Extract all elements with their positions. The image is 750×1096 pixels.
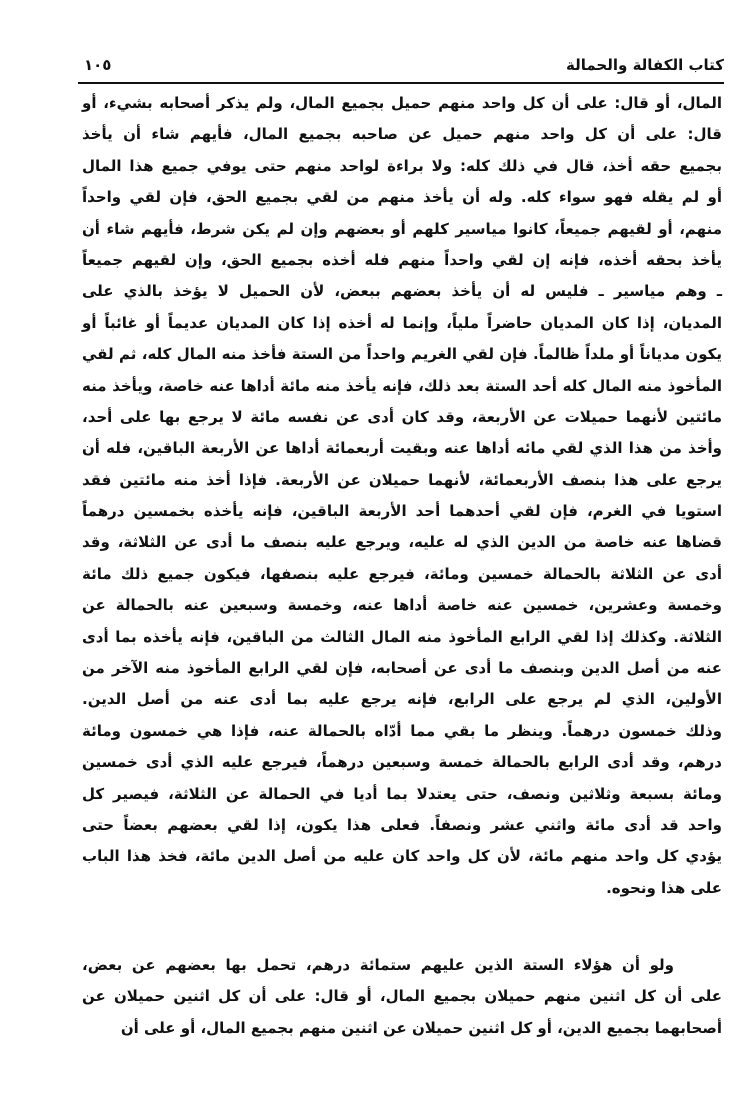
text-line: يؤدي كل واحد منهم مائة، لأن كل واحد كان عليه من أصل الدين مائة، فخذ هذا الباب — [82, 847, 722, 866]
text-line: على هذا ونحوه. — [606, 878, 722, 897]
text-line: أصحابهما بجميع الدين، أو كل اثنين حميلان عن اثنين منهم بجميع المال، أو على أن — [120, 1018, 722, 1037]
text-line: واحد قد أدى مائة واثني عشر ونصفاً. فعلى هذا يكون، إذا لقي بعضهم بعضاً حتى — [82, 815, 722, 834]
text-line: وأخذ من هذا الذي لقي مائه أداها عنه وبقيت أربعمائة أداها عن الأربعة الباقين، فله أن — [82, 439, 722, 458]
text-line: وذلك خمسون درهماً. وينظر ما بقي مما أدّاه بالحمالة عنه، فإذا هي خمسون ومائة — [82, 721, 722, 740]
text-line: أدى عن الثلاثة بالحمالة خمسين ومائة، فيرجع عليه بنصفها، فيكون جميع ذلك مائة — [82, 564, 722, 583]
text-line: منهم، أو لقيهم جميعاً، كانوا مياسير كلهم أو بعضهم وإن لم يكن شرط، فأيهم شاء أن — [82, 219, 722, 238]
header-rule — [78, 82, 724, 84]
text-line: ولو أن هؤلاء الستة الذين عليهم ستمائة درهم، تحمل بها بعضهم عن بعض، — [82, 956, 674, 974]
text-line: المأخوذ منه المال كله أحد الستة بعد ذلك، فإنه يأخذ منه مائة أداها عنه خاصة، ويأخذ منه — [82, 376, 722, 395]
text-line: بجميع حقه أخذ، قال في ذلك كله: ولا براءة لواحد منهم حتى يوفي جميع هذا المال — [82, 156, 722, 175]
text-line: قضاها عنه خاصة من الدين الذي له عليه، ويرجع عليه بنصف ما أدى عن الثلاثة، وقد — [82, 533, 722, 552]
running-title: كتاب الكفالة والحمالة — [566, 56, 724, 74]
text-line: قال: على أن كل واحد منهم حميل عن صاحبه بجميع المال، فأيهم شاء أن يأخذ — [82, 125, 722, 144]
text-line: يأخذ بحقه أخذه، فإنه إن لقي واحداً منهم فله أخذه بجميع الحق، وإن لقيهم جميعاً — [82, 250, 722, 269]
page-header — [78, 56, 724, 82]
text-line: ومائة بسبعة وثلاثين ونصف، حتى يعتدلا بما أديا في الحمالة عن الثلاثة، فيصير كل — [82, 784, 722, 803]
text-line: يرجع على هذا بنصف الأربعمائة، لأنهما حميلان عن الأربعة. فإذا أخذ منه مائتين فقد — [82, 470, 722, 489]
page-number: ١٠٥ — [84, 56, 112, 74]
text-line: الأولين، الذي لم يرجع على الرابع، فإنه يرجع عليه بما أدى عنه من أصل الدين. — [82, 690, 722, 709]
text-line: درهم، وقد أدى الرابع بالحمالة خمسة وسبعين درهماً، فيرجع عليه الذي أدى خمسين — [82, 753, 722, 772]
text-line: وخمسة وعشرين، خمسين عنه خاصة أداها عنه، وخمسة وسبعين عنه بالحمالة عن — [82, 596, 722, 615]
text-line: عنه من أصل الدين وبنصف ما أدى عن أصحابه، فإن لقي الرابع المأخوذ منه الآخر من — [82, 659, 722, 678]
text-line: يكون مدياناً أو ملداً ظالماً. فإن لقي الغريم واحداً من الستة فأخذ منه المال كله، ثم لقي — [82, 345, 722, 364]
text-line: أو لم يقله فهو سواء كله. وله أن يأخذ منهم من لقي بجميع الحق، فإن لقي واحداً — [82, 188, 722, 207]
text-line: مائتين لأنهما حميلات عن الأربعة، وقد كان أدى عن نفسه مائة لا يرجع بها على أحد، — [82, 407, 722, 426]
text-line: استويا في الغرم، فإن لقي أحدهما أحد الأربعة الباقين، فإنه يأخذه بخمسين درهماً — [82, 502, 722, 521]
text-line: الثلاثة. وكذلك إذا لقي الرابع المأخوذ منه المال الثالث من الباقين، فإنه يأخذه بما أدى — [82, 627, 722, 646]
paragraph-2 — [82, 950, 722, 1044]
paragraph-1 — [82, 88, 722, 904]
text-line: على أن كل اثنين منهم حميلان بجميع المال، أو قال: على أن كل اثنين حميلان عن — [82, 987, 722, 1006]
text-line: المديان، إذا كان المديان حاضراً ملياً، وإنما له أخذه إذا كان المديان عديماً أو غائباً أو — [82, 313, 722, 332]
text-line: المال، أو قال: على أن كل واحد منهم حميل بجميع المال، ولم يذكر أصحابه بشيء، أو — [82, 94, 722, 112]
text-line: ـ وهم مياسير ـ فليس له أن يأخذ بعضهم ببعض، لأن الحميل لا يؤخذ بالذي على — [82, 282, 722, 301]
